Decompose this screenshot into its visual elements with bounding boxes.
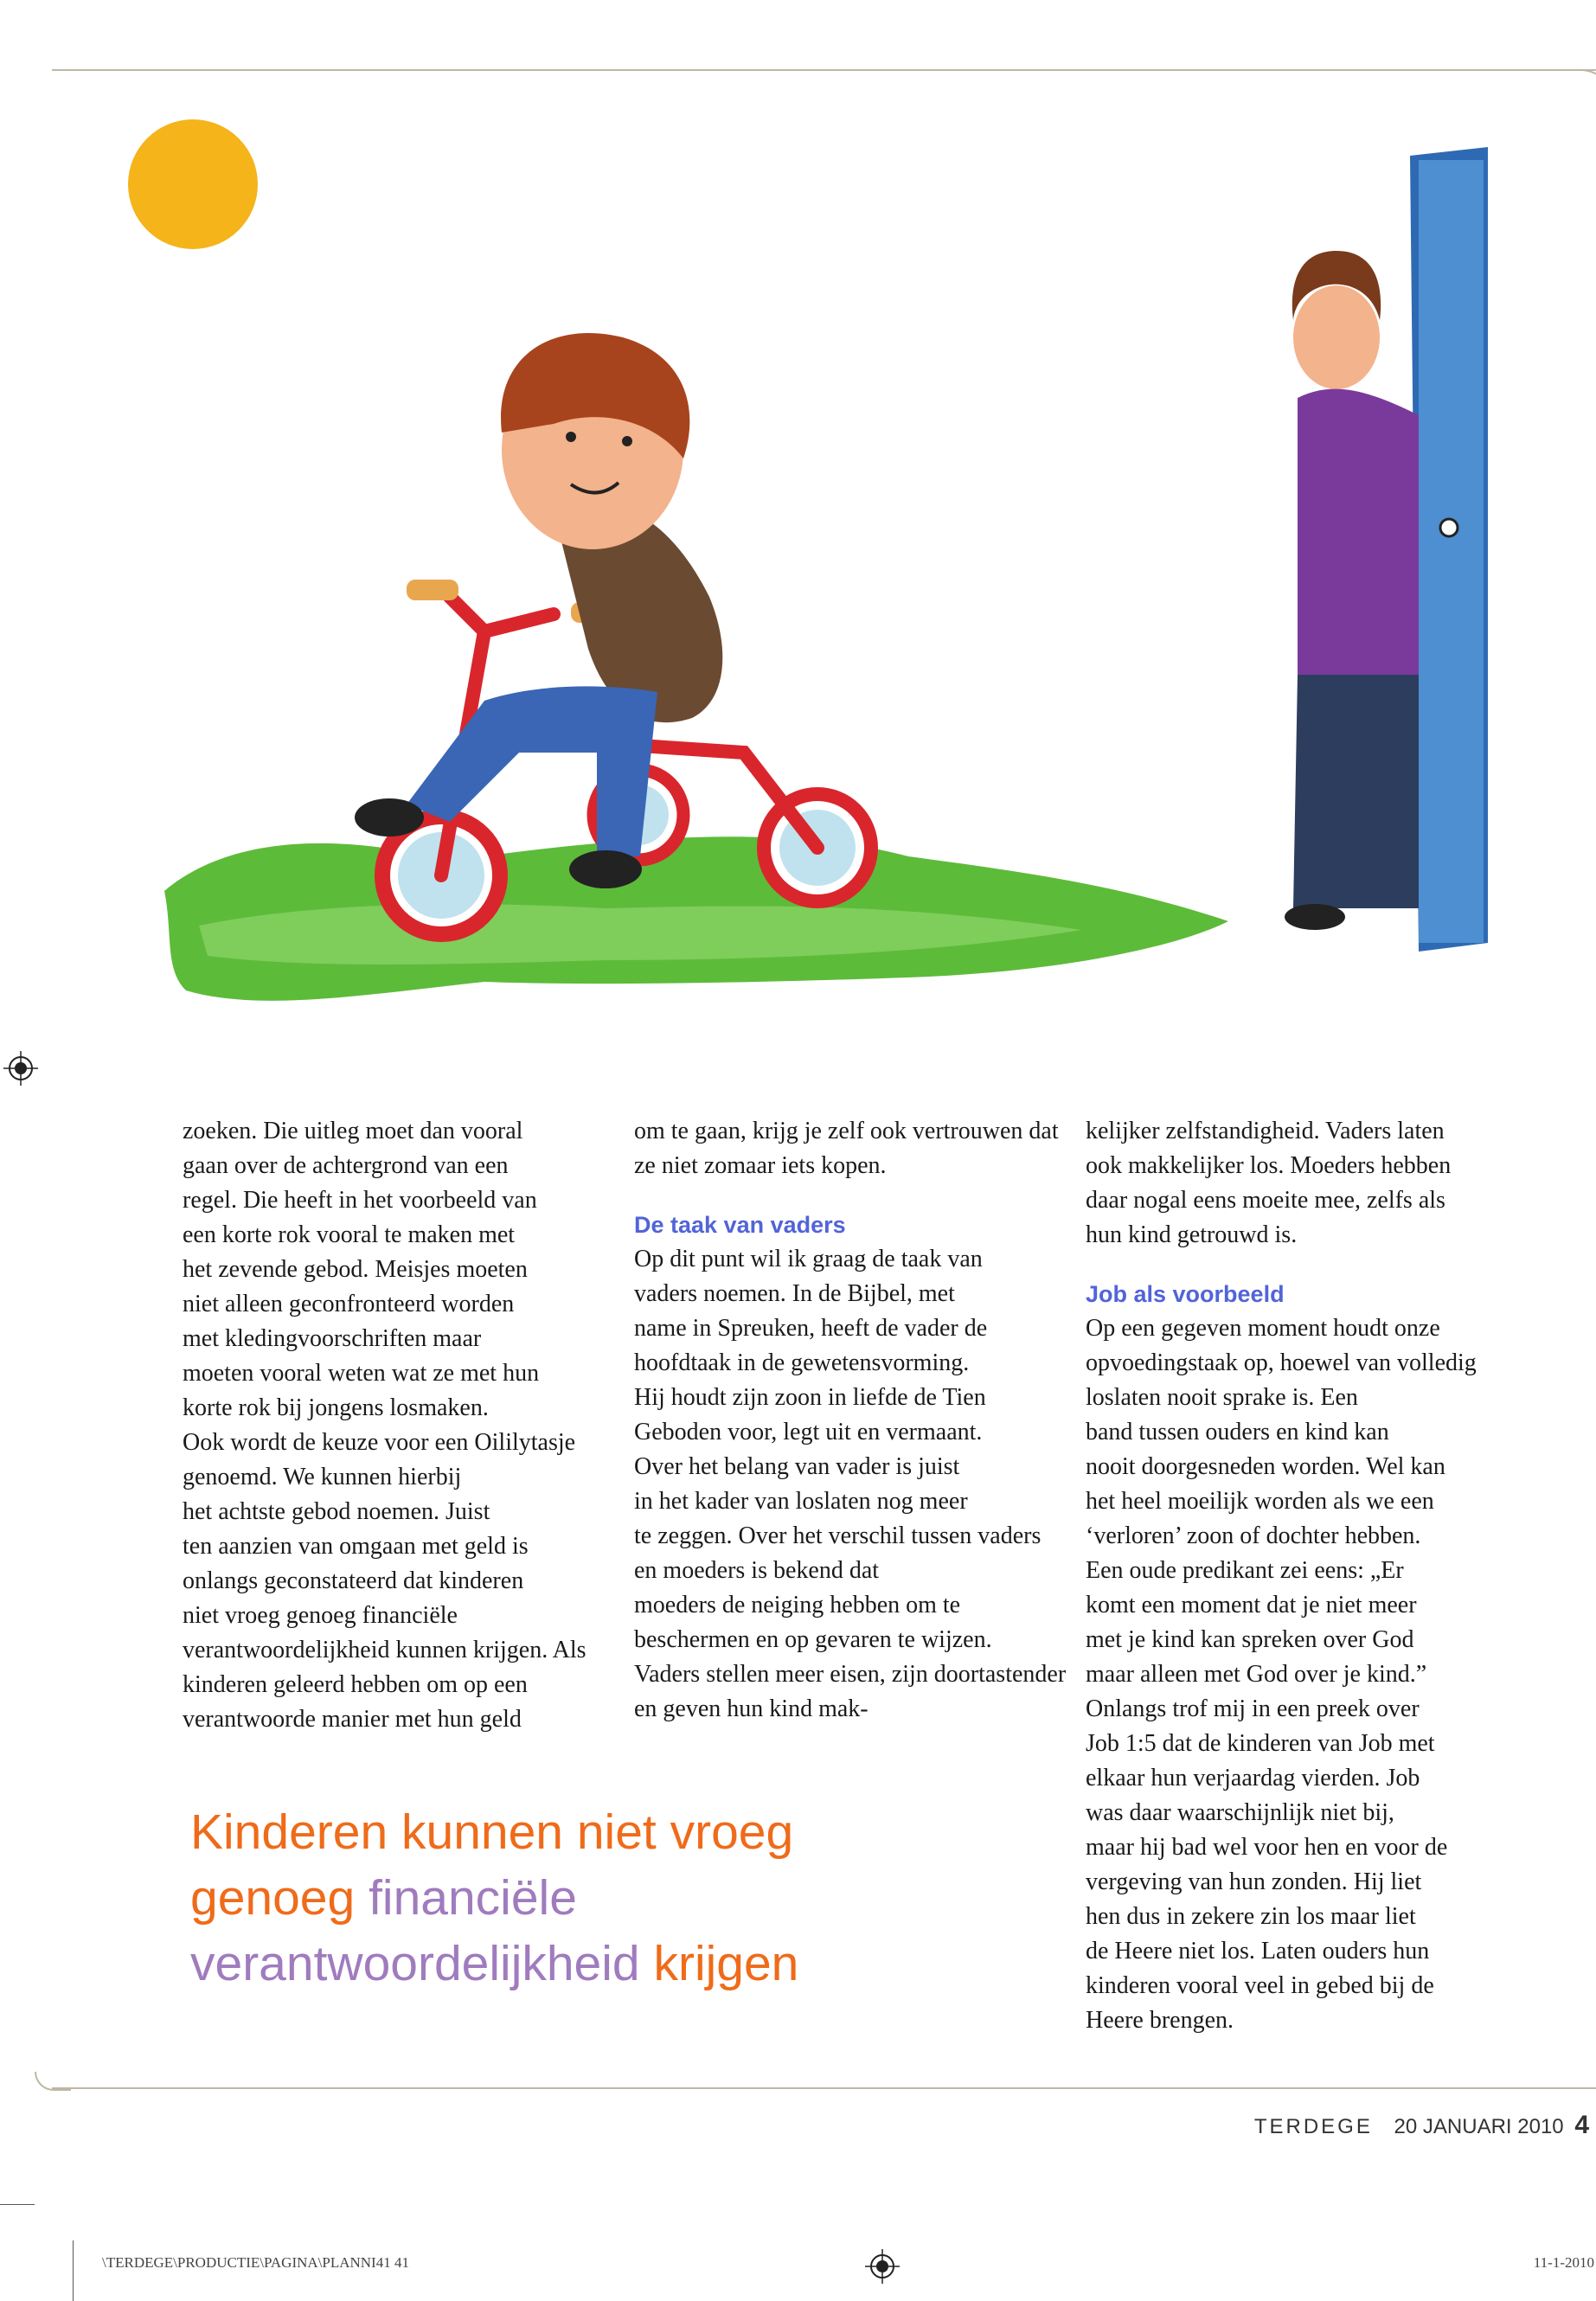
column-3-intro: kelijker zelfstandigheid. Vaders laten ook makkelijker los. Moeders hebben daar nogal eens moeite mee, zelfs als hun kind getrouwd is. <box>1086 1118 1452 1248</box>
page-footer <box>1254 2111 1589 2140</box>
door <box>1410 147 1488 952</box>
pull-quote-part-1: Kinderen kunnen niet vroeg <box>190 1804 794 1860</box>
bottom-rule-corner <box>35 2072 71 2091</box>
sun <box>128 119 258 249</box>
registration-mark-bottom <box>865 2249 900 2284</box>
crop-mark-left-vertical <box>73 2240 74 2301</box>
magazine-name: TERDEGE <box>1253 2115 1373 2138</box>
top-rule <box>52 69 1596 71</box>
issue-date: 20 JANUARI 2010 <box>1394 2115 1564 2138</box>
article-column-1 <box>183 1114 615 1737</box>
pull-quote-part-4: verantwoordelijkheid <box>190 1936 640 1991</box>
column-3-text: Op een gegeven moment houdt onze opvoedingstaak op, hoewel van volledig loslaten nooit sprake is. Een band tussen ouders en kind kan nooit doorgesneden worden. Wel kan het heel moeilijk worden als we een ‘verloren’ zoon of dochter hebben. Een oude predikant zei eens: „Er komt een moment dat je niet meer met je kind kan spreken over God maar alleen met God over je kind.” Onlangs trof mij in een preek over Job 1:5 dat de kinderen van Job met elkaar hun verjaardag vierden. Job was daar waarschijnlijk niet bij, maar hij bad wel voor hen en voor de vergeving van hun zonden. Hij liet hen dus in zekere zin los maar liet de Heere niet los. Laten ouders hun kinderen vooral veel in gebed bij de Heere brengen. <box>1086 1315 1477 2034</box>
crop-mark-left-horizontal <box>0 2204 35 2205</box>
article-column-2 <box>634 1114 1067 1727</box>
slug-path: \TERDEGE\PRODUCTIE\PAGINA\PLANNI41 41 <box>102 2254 409 2271</box>
column-1-text: zoeken. Die uitleg moet dan vooral gaan over de achtergrond van een regel. Die heeft in het voorbeeld van een korte rok vooral te maken met het zevende gebod. Meisjes moeten niet alleen geconfronteerd worden met kledingvoorschriften maar moeten vooral weten wat ze met hun korte rok bij jongens losmaken. Ook wordt de keuze voor een Oililytasje genoemd. We kunnen hierbij het achtste gebod noemen. Juist ten aanzien van omgaan met geld is onlangs geconstateerd dat kinderen niet vroeg genoeg financiële verantwoordelijkheid kunnen krijgen. Als kinderen geleerd hebben om op een verantwoorde manier met hun geld <box>183 1118 586 1733</box>
slug-date: 11-1-2010 <box>1533 2254 1594 2271</box>
page-number: 4 <box>1574 2111 1589 2139</box>
registration-mark-left <box>3 1051 38 1086</box>
pull-quote-part-5: krijgen <box>653 1936 799 1991</box>
pull-quote-part-3: financiële <box>369 1870 577 1926</box>
pull-quote <box>190 1799 969 1997</box>
bottom-rule <box>52 2087 1596 2089</box>
column-2-intro: om te gaan, krijg je zelf ook vertrouwen dat ze niet zomaar iets kopen. <box>634 1118 1059 1179</box>
illustration <box>0 78 1596 1055</box>
heading-job-als-voorbeeld: Job als voorbeeld <box>1086 1281 1285 1307</box>
mother <box>1285 251 1419 930</box>
column-2-text: Op dit punt wil ik graag de taak van vaders noemen. In de Bijbel, met name in Spreuken, heeft de vader de hoofdtaak in de gewetensvorming. Hij houdt zijn zoon in liefde de Tien Geboden voor, legt uit en vermaant. Over het belang van vader is juist in het kader van loslaten nog meer te zeggen. Over het verschil tussen vaders en moeders is bekend dat moeders de neiging hebben om te beschermen en op gevaren te wijzen. Vaders stellen meer eisen, zijn doortastender en geven hun kind mak- <box>634 1246 1067 1722</box>
pull-quote-part-2: genoeg <box>190 1870 356 1926</box>
article-column-3 <box>1086 1114 1518 2038</box>
heading-taak-van-vaders: De taak van vaders <box>634 1212 846 1238</box>
